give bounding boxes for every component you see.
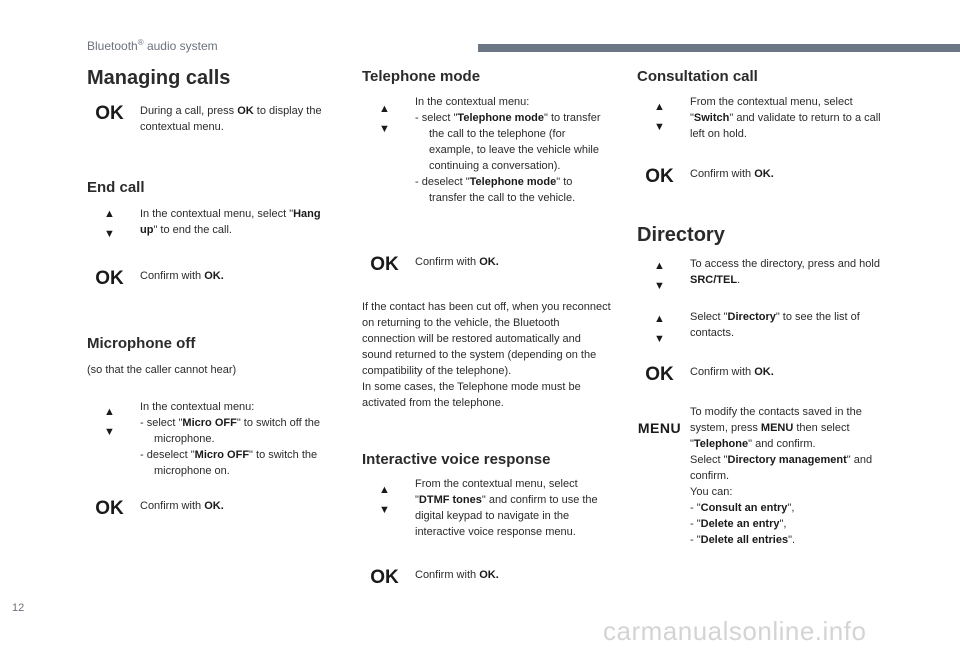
header-title-text: Bluetooth bbox=[87, 39, 138, 53]
up-down-arrows-icon bbox=[87, 208, 132, 241]
up-arrow-icon: ▲ bbox=[654, 313, 665, 325]
up-down-arrows-icon bbox=[362, 484, 407, 517]
section-title-telephone-mode: Telephone mode bbox=[362, 68, 481, 85]
up-arrow-icon: ▲ bbox=[104, 406, 115, 418]
microphone-off-note: (so that the caller cannot hear) bbox=[87, 364, 237, 376]
step-text: From the contextual menu, select "Switch" and validate to return to a call left on hold. bbox=[690, 96, 881, 140]
step-text: Select "Directory" to see the list of contacts. bbox=[690, 311, 860, 339]
step-text: Confirm with OK. bbox=[140, 270, 224, 282]
step-text: To modify the contacts saved in the system, press MENU then select "Telephone" and confirm. Select "Directory management" and confirm. You can: - "Consult an entry", - "Delete an entry", - "Delete all entries". bbox=[690, 406, 873, 546]
up-arrow-icon: ▲ bbox=[104, 208, 115, 220]
watermark: carmanualsonline.info bbox=[603, 616, 867, 646]
up-down-arrows-icon bbox=[87, 406, 132, 439]
up-arrow-icon: ▲ bbox=[379, 103, 390, 115]
page-number: 12 bbox=[12, 602, 25, 614]
ok-button-icon: OK bbox=[645, 166, 674, 187]
section-title-consultation-call: Consultation call bbox=[637, 68, 758, 85]
step-text: During a call, press OK to display the contextual menu. bbox=[140, 105, 322, 133]
up-down-arrows-icon bbox=[637, 313, 682, 346]
down-arrow-icon: ▼ bbox=[654, 121, 665, 133]
step-text: In the contextual menu: - select "Micro OFF" to switch off the microphone. - deselect "Micro OFF" to switch the microphone on. bbox=[140, 401, 320, 477]
ok-button-icon: OK bbox=[370, 567, 399, 588]
header-bar bbox=[478, 44, 960, 52]
telephone-mode-paragraph: If the contact has been cut off, when you reconnect on returning to the vehicle, the Bluetooth connection will be restored automatically and sound returned to the system (depending on the compatibility of the telephone). In some cases, the Telephone mode must be activated from the telephone. bbox=[362, 301, 611, 409]
up-arrow-icon: ▲ bbox=[379, 484, 390, 496]
ok-button-icon: OK bbox=[645, 364, 674, 385]
down-arrow-icon: ▼ bbox=[654, 333, 665, 345]
menu-button-icon: MENU bbox=[637, 420, 682, 436]
ok-button-icon: OK bbox=[370, 254, 399, 275]
step-text: In the contextual menu, select "Hang up" to end the call. bbox=[140, 208, 321, 236]
step-text: Confirm with OK. bbox=[415, 256, 499, 268]
registered-mark: ® bbox=[137, 38, 144, 47]
step-text: In the contextual menu: - select "Telephone mode" to transfer the call to the telephone (for example, to leave the vehicle while continuing a conversation). - deselect "Telephone mode" to transfer the call to the vehicle. bbox=[415, 96, 601, 204]
step-text: Confirm with OK. bbox=[140, 500, 224, 512]
ok-button-icon: OK bbox=[95, 498, 124, 519]
ok-button-icon: OK bbox=[95, 268, 124, 289]
down-arrow-icon: ▼ bbox=[379, 504, 390, 516]
step-text: Confirm with OK. bbox=[415, 569, 499, 581]
section-title-interactive-voice-response: Interactive voice response bbox=[362, 451, 551, 468]
up-arrow-icon: ▲ bbox=[654, 101, 665, 113]
step-text: To access the directory, press and hold SRC/TEL. bbox=[690, 258, 880, 286]
ok-button-icon: OK bbox=[95, 103, 124, 124]
up-down-arrows-icon bbox=[362, 103, 407, 136]
section-title-end-call: End call bbox=[87, 179, 145, 196]
step-text: From the contextual menu, select "DTMF tones" and confirm to use the digital keypad to navigate in the interactive voice response menu. bbox=[415, 478, 598, 538]
up-arrow-icon: ▲ bbox=[654, 260, 665, 272]
step-text: Confirm with OK. bbox=[690, 366, 774, 378]
section-title-directory: Directory bbox=[637, 224, 725, 246]
down-arrow-icon: ▼ bbox=[104, 228, 115, 240]
down-arrow-icon: ▼ bbox=[654, 280, 665, 292]
section-title-managing-calls: Managing calls bbox=[87, 67, 231, 89]
down-arrow-icon: ▼ bbox=[104, 426, 115, 438]
page-header-title bbox=[87, 38, 218, 53]
down-arrow-icon: ▼ bbox=[379, 123, 390, 135]
section-title-microphone-off: Microphone off bbox=[87, 335, 196, 352]
up-down-arrows-icon bbox=[637, 101, 682, 134]
step-text: Confirm with OK. bbox=[690, 168, 774, 180]
header-title-rest: audio system bbox=[143, 39, 218, 53]
up-down-arrows-icon bbox=[637, 260, 682, 293]
